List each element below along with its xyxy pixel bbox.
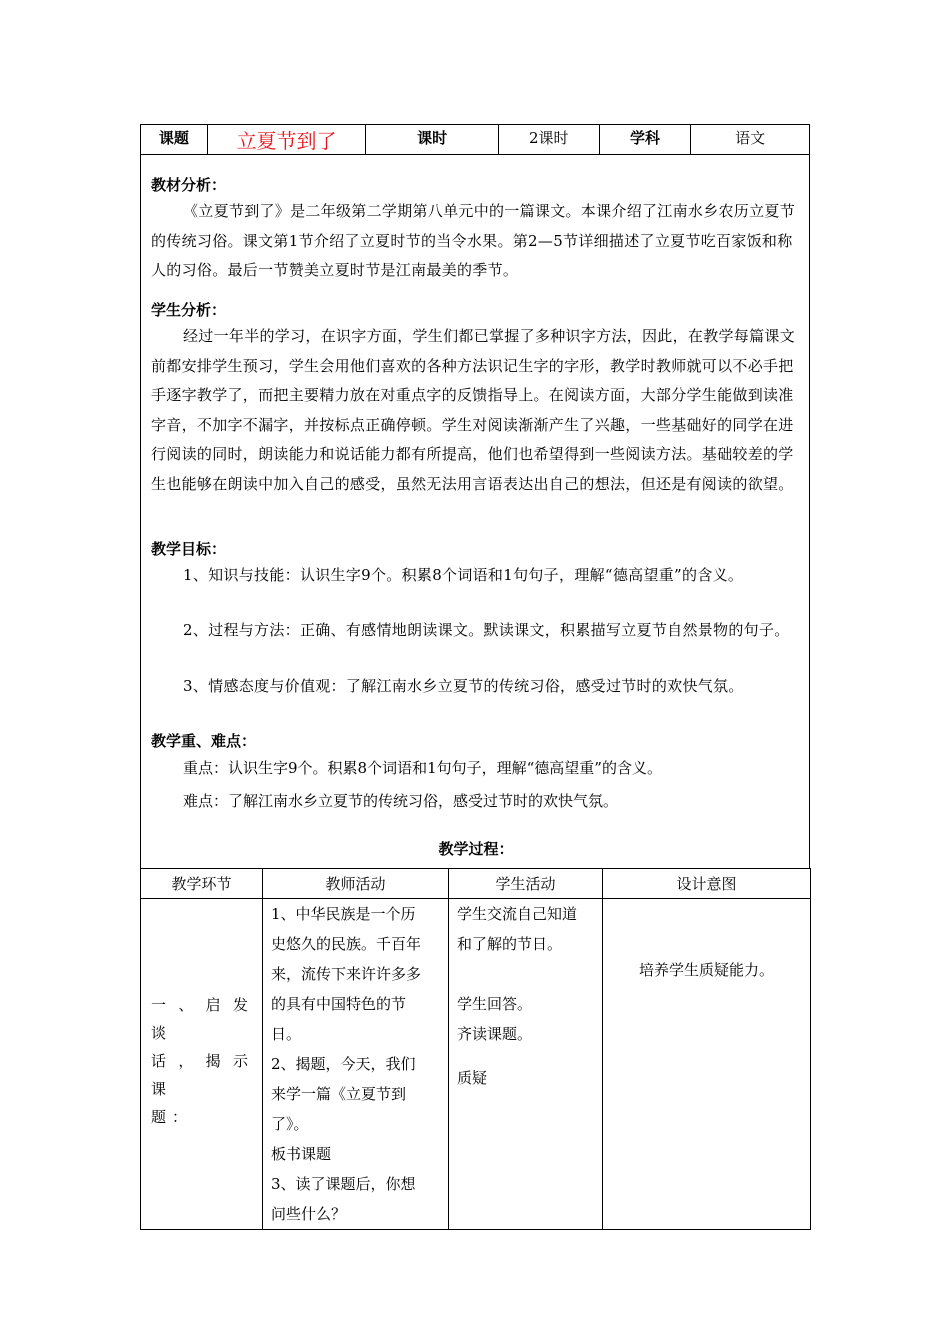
subject-label: 学科: [600, 125, 692, 154]
process-table: [140, 868, 811, 1230]
key-points-heading: 教学重、难点：: [151, 732, 257, 750]
material-analysis-text: 《立夏节到了》是二年级第二学期第八单元中的一篇课文。本课介绍了江南水乡农历立夏节的传统习俗。课文第1节介绍了立夏时节的当令水果。第2—5节详细描述了立夏节吃百家饭和称人的习俗。最后一节赞美立夏时节是江南最美的季节。: [151, 202, 796, 279]
teacher-line: 了》。: [271, 1115, 309, 1133]
column-header: 设计意图: [603, 869, 811, 899]
teacher-line: 3、读了课题后，你想: [271, 1175, 416, 1193]
column-header: 教师活动: [263, 869, 449, 899]
student-line: 学生交流自己知道: [457, 905, 578, 923]
topic-value: 立夏节到了: [208, 125, 367, 154]
teacher-line: 日。: [271, 1025, 302, 1043]
spacer: [457, 959, 594, 989]
column-header: 教学环节: [141, 869, 263, 899]
period-value: 2课时: [499, 125, 600, 154]
goal-item: 1、知识与技能：认识生字9个。积累8个词语和1句句子，理解“德高望重”的含义。: [183, 566, 744, 584]
spacer: [457, 1049, 594, 1063]
stage-line: 一、启发谈: [151, 996, 254, 1042]
stage-line: 话，揭示课: [151, 1052, 254, 1098]
header-row: [140, 124, 810, 155]
student-line: 质疑: [457, 1069, 488, 1087]
goal-item: 2、过程与方法：正确、有感情地朗读课文。默读课文，积累描写立夏节自然景物的句子。: [183, 621, 790, 639]
column-header: 学生活动: [449, 869, 603, 899]
teacher-activity-cell: [263, 899, 449, 1230]
analysis-section: [140, 154, 810, 869]
process-heading: 教学过程：: [438, 840, 514, 858]
teacher-line: 史悠久的民族。千百年: [271, 935, 422, 953]
period-label: 课时: [366, 125, 499, 154]
teacher-line: 2、揭题，今天，我们: [271, 1055, 416, 1073]
student-activity-cell: [449, 899, 603, 1230]
teacher-line: 来学一篇《立夏节到: [271, 1085, 407, 1103]
teacher-line: 来，流传下来许许多多: [271, 965, 422, 983]
teacher-line: 板书课题: [271, 1145, 332, 1163]
teacher-line: 的具有中国特色的节: [271, 995, 407, 1013]
goal-item: 3、情感态度与价值观：了解江南水乡立夏节的传统习俗，感受过节时的欢快气氛。: [183, 677, 744, 695]
teacher-line: 问些什么？: [271, 1205, 347, 1223]
difficult-point-text: 难点：了解江南水乡立夏节的传统习俗，感受过节时的欢快气氛。: [183, 792, 619, 810]
stage-cell: [141, 899, 263, 1230]
material-analysis-heading: 教材分析：: [151, 176, 227, 194]
subject-value: 语文: [735, 129, 766, 147]
stage-line: 题：: [151, 1108, 194, 1126]
student-line: 和了解的节日。: [457, 935, 563, 953]
design-intent-text: 培养学生质疑能力。: [638, 961, 774, 979]
student-line: 学生回答。: [457, 995, 533, 1013]
teacher-line: 1、中华民族是一个历: [271, 905, 416, 923]
key-point-text: 重点：认识生字9个。积累8个词语和1句句子，理解“德高望重”的含义。: [183, 759, 662, 777]
student-analysis-text: 经过一年半的学习，在识字方面，学生们都已掌握了多种识字方法，因此，在教学每篇课文前都安排学生预习，学生会用他们喜欢的各种方法识记生字的字形，教学时教师就可以不必手把手逐字教学了，而把主要精力放在对重点字的反馈指导上。在阅读方面，大部分学生能做到读准字音，不加字不漏字，并按标点正确停顿。学生对阅读渐渐产生了兴趣，一些基础好的同学在进行阅读的同时，朗读能力和说话能力都有所提高，他们也希望得到一些阅读方法。基础较差的学生也能够在朗读中加入自己的感受，虽然无法用言语表达出自己的想法，但还是有阅读的欲望。: [151, 327, 796, 493]
student-line: 齐读课题。: [457, 1025, 533, 1043]
topic-label: 课题: [141, 125, 208, 154]
goals-heading: 教学目标：: [151, 540, 227, 558]
design-intent-cell: [603, 899, 811, 1230]
student-analysis-heading: 学生分析：: [151, 301, 227, 319]
